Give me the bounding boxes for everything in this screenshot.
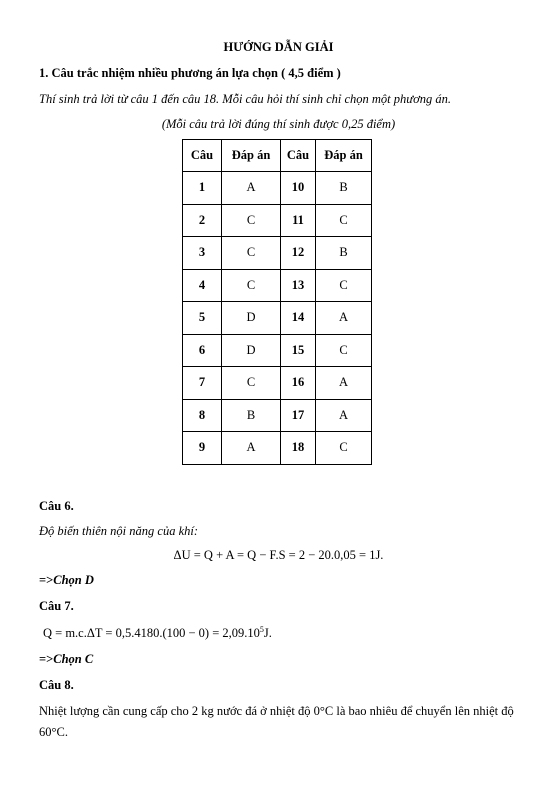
table-row: [183, 432, 372, 465]
question-number-cell: 10: [281, 172, 316, 205]
header-dap-an: Đáp án: [222, 140, 281, 172]
question-7-formula: [43, 625, 272, 641]
answer-cell: B: [316, 172, 372, 205]
question-number-cell: 11: [281, 204, 316, 237]
table-header-row: [183, 140, 372, 172]
question-number-cell: 2: [183, 204, 222, 237]
answer-cell: D: [222, 302, 281, 335]
question-8-heading: Câu 8.: [39, 678, 74, 692]
header-cau: Câu: [281, 140, 316, 172]
answer-cell: A: [222, 432, 281, 465]
formula-main: Q = m.c.ΔT = 0,5.4180.(100 − 0) = 2,09.10: [43, 626, 260, 641]
table-row: [183, 237, 372, 270]
answer-table: [182, 139, 372, 465]
answer-arrow: =>: [39, 652, 54, 666]
answer-cell: B: [222, 399, 281, 432]
table-row: [183, 269, 372, 302]
question-number-cell: 4: [183, 269, 222, 302]
table-row: [183, 204, 372, 237]
temperature-value: 60°C: [39, 725, 65, 739]
answer-cell: A: [316, 302, 372, 335]
table-row: [183, 334, 372, 367]
scoring-note: (Mỗi câu trả lời đúng thí sinh được 0,25 điểm): [161, 117, 396, 131]
answer-cell: A: [222, 172, 281, 205]
answer-cell: B: [316, 237, 372, 270]
temperature-value: 0°C: [313, 704, 334, 718]
text-part: là bao nhiêu để chuyển lên nhiệt độ: [333, 704, 514, 718]
answer-cell: C: [222, 204, 281, 237]
answer-cell: C: [222, 367, 281, 400]
question-number-cell: 18: [281, 432, 316, 465]
answer-cell: C: [316, 334, 372, 367]
answer-cell: C: [316, 432, 372, 465]
instruction-text: Thí sinh trả lời từ câu 1 đến câu 18. Mỗi câu hỏi thí sinh chỉ chọn một phương án.: [39, 92, 452, 106]
answer-cell: D: [222, 334, 281, 367]
question-number-cell: 17: [281, 399, 316, 432]
question-number-cell: 14: [281, 302, 316, 335]
question-6-answer: [39, 573, 94, 588]
answer-cell: A: [316, 399, 372, 432]
answer-choice: Chọn D: [53, 573, 94, 587]
formula-unit: J.: [263, 626, 272, 641]
question-number-cell: 9: [183, 432, 222, 465]
text-part: Nhiệt lượng cần cung cấp cho 2 kg nước đá ở nhiệt độ: [39, 704, 314, 718]
answer-choice: Chọn C: [53, 652, 94, 666]
question-number-cell: 1: [183, 172, 222, 205]
question-number-cell: 8: [183, 399, 222, 432]
question-number-cell: 13: [281, 269, 316, 302]
question-6-formula: ΔU = Q + A = Q − F.S = 2 − 20.0,05 = 1J.: [173, 548, 384, 562]
section-heading: 1. Câu trắc nhiệm nhiều phương án lựa chọn ( 4,5 điểm ): [39, 66, 341, 80]
question-7-heading: Câu 7.: [39, 599, 74, 613]
table-row: [183, 302, 372, 335]
answer-arrow: =>: [39, 573, 54, 587]
header-cau: Câu: [183, 140, 222, 172]
table-row: [183, 367, 372, 400]
question-8-text: [39, 701, 529, 743]
question-7-answer: [39, 652, 93, 667]
answer-cell: C: [316, 269, 372, 302]
question-number-cell: 6: [183, 334, 222, 367]
formula-exponent: 5: [259, 625, 264, 634]
question-number-cell: 12: [281, 237, 316, 270]
question-number-cell: 3: [183, 237, 222, 270]
question-number-cell: 16: [281, 367, 316, 400]
header-dap-an: Đáp án: [316, 140, 372, 172]
table-row: [183, 399, 372, 432]
question-6-heading: Câu 6.: [39, 499, 74, 513]
question-number-cell: 5: [183, 302, 222, 335]
answer-cell: C: [222, 237, 281, 270]
question-number-cell: 15: [281, 334, 316, 367]
answer-cell: C: [222, 269, 281, 302]
text-part: .: [64, 725, 68, 739]
question-6-text: Độ biến thiên nội năng của khí:: [39, 524, 198, 538]
page-title: HƯỚNG DẪN GIẢI: [223, 40, 334, 54]
question-number-cell: 7: [183, 367, 222, 400]
answer-cell: A: [316, 367, 372, 400]
answer-cell: C: [316, 204, 372, 237]
table-row: [183, 172, 372, 205]
